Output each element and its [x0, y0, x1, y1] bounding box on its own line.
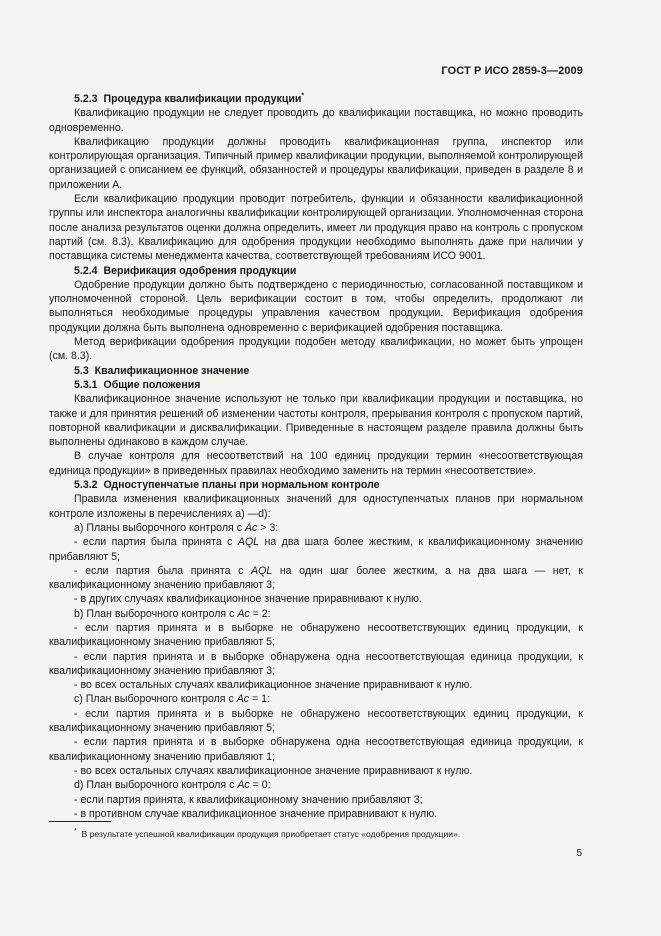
- list-subitem: - во всех остальных случаях квалификационное значение приравнивают к нулю.: [74, 764, 473, 777]
- list-subitem: - в противном случае квалификационное значение приравнивают к нулю.: [74, 807, 438, 820]
- list-subitem: - если партия принята и в выборке не обнаружено несоответствующих единиц продукции, к квалификационному значению прибавляют 5;: [49, 707, 583, 735]
- paragraph: Квалификацию продукции должны проводить квалификационная группа, инспектор или контролирующая организация. Типичный пример квалификации продукции, выполняемой контролирующей организацией с описанием ее функций, обязанностей и процедуры квалификации, приведен в разделе 8 и приложении А.: [49, 135, 583, 191]
- list-subitem: - если партия была принята с AQL на один шаг более жестким, а на два шага — нет, к квалификационному значению прибавляют 3;: [49, 564, 584, 592]
- page-number: 5: [576, 848, 582, 859]
- list-item-c: с) План выборочного контроля с Ac = 1:: [74, 693, 271, 706]
- document-code: ГОСТ Р ИСО 2859-3—2009: [441, 65, 583, 77]
- list-subitem: - если партия была принята с AQL на два шага более жестким, к квалификационному значению прибавляют 5;: [49, 536, 584, 563]
- section-heading-5-3-2: 5.3.2 Одноступенчатые планы при нормальном контроле: [74, 479, 380, 492]
- paragraph: Квалификацию продукции не следует проводить до квалификации поставщика, но можно проводить одновременно.: [49, 107, 583, 134]
- footnote-reference: *: [301, 92, 305, 100]
- list-subitem: - в других случаях квалификационное значение приравнивают к нулю.: [74, 593, 422, 606]
- paragraph: Метод верификации одобрения продукции подобен методу квалификации, но может быть упрощен (см. 8.3).: [49, 336, 583, 363]
- list-subitem: - если партия принята, к квалификационному значению прибавляют 3;: [74, 793, 423, 806]
- paragraph: Если квалификацию продукции проводит потребитель, функции и обязанности квалификационной группы или инспектора аналогичны квалификации контролирующей организации. Уполномоченная сторона после анализа результатов оценки должна определить, имеет ли продукция право на контроль с пропуском партий (см. 8.3). Квалификацию для одобрения продукции необходимо выполнять даже при наличии у поставщика системы менеджмента качества, соответствующей требованиям ИСО 9001.: [49, 193, 583, 263]
- paragraph: Квалификационное значение используют не только при квалификации продукции и поставщика, но также и для принятия решений об изменении частоты контроля, прерывания контроля с пропуском партий, повторной квалификации и дисквалификации. Приведенные в настоящем разделе правила должны быть выполнены одинаково в каждом случае.: [49, 393, 583, 449]
- paragraph: В случае контроля для несоответствий на 100 единиц продукции термин «несоответствующая единица продукции» в приведенных правилах необходимо заменить на термин «несоответствие».: [49, 450, 583, 477]
- list-subitem: - если партия принята и в выборке обнаружена одна несоответствующая единица продукции, к квалификационному значению прибавляют 3;: [49, 650, 583, 677]
- section-heading-5-2-4: 5.2.4 Верификация одобрения продукции: [74, 264, 297, 277]
- list-item-a: а) Планы выборочного контроля с Ac > 3:: [74, 521, 279, 534]
- footnote-divider: [49, 821, 111, 822]
- list-subitem: - если партия принята и в выборке обнаружена одна несоответствующая единица продукции, к квалификационному значению прибавляют 1;: [49, 736, 583, 763]
- footnote: * В результате успешной квалификации продукция приобретает статус «одобрения продукции».: [74, 828, 461, 839]
- list-item-b: b) План выборочного контроля с Ac = 2:: [74, 607, 271, 620]
- paragraph: Правила изменения квалификационных значений для одноступенчатых планов при нормальном контроле изложены в перечислениях а) —d):: [49, 493, 583, 520]
- section-heading-5-2-3: 5.2.3 Процедура квалификации продукции*: [74, 92, 305, 105]
- main-content: [49, 92, 583, 821]
- footnote-mark: *: [74, 828, 77, 836]
- section-heading-5-3: 5.3 Квалификационное значение: [74, 364, 250, 377]
- paragraph: Одобрение продукции должно быть подтверждено с периодичностью, согласованной поставщиком и уполномоченной стороной. Цель верификации состоит в том, чтобы определить, продолжают ли выполняться необходимые процедуры управления качеством продукции. Верификация одобрения продукции должна быть выполнена одновременно с верификацией одобрения поставщика.: [49, 278, 583, 334]
- list-subitem: - если партия принята и в выборке не обнаружено несоответствующих единиц продукции, к квалификационному значению прибавляют 5;: [49, 621, 583, 649]
- list-item-d: d) План выборочного контроля с Ac = 0:: [74, 779, 271, 792]
- section-heading-5-3-1: 5.3.1 Общие положения: [74, 378, 201, 391]
- list-subitem: - во всех остальных случаях квалификационное значение приравнивают к нулю.: [74, 679, 473, 692]
